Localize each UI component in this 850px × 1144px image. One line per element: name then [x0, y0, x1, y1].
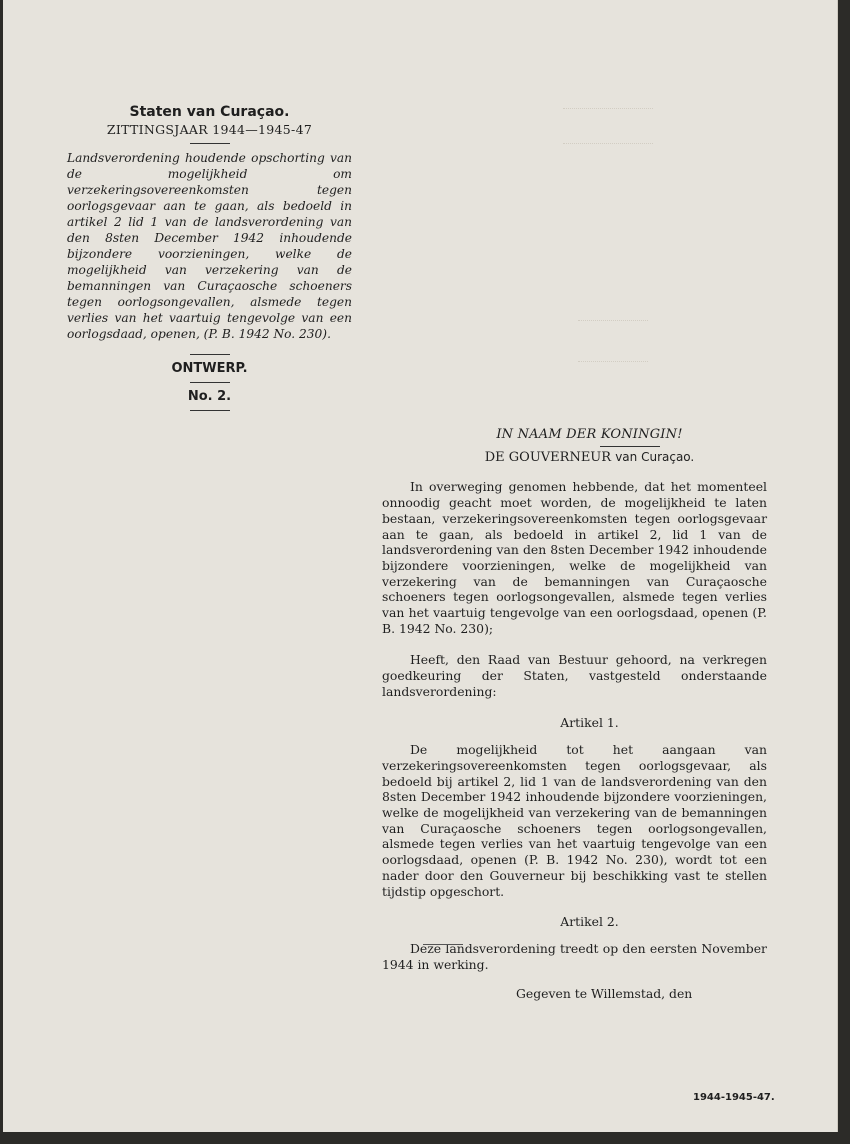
enactment-clause: Heeft, den Raad van Bestuur gehoord, na verkregen goedkeuring der Staten, vastgesteld onderstaande landsverordening: — [382, 652, 767, 699]
document-code: 1944-1945-47. — [693, 1092, 775, 1103]
article-1-text: De mogelijkheid tot het aangaan van verzekeringsovereenkomsten tegen oorlogsgevaar, als bedoeld bij artikel 2, lid 1 van de landsverordening van den 8sten December 1942 inhoudende bijzondere voorzieningen, welke de mogelijkheid van verzekering van de bemanningen van Curaçaosche schoeners tegen oorlogsongevallen, alsmede tegen verlies van het vaartuig tengevolge van een oorlogsdaad, openen (P. B. 1942 No. 230), wordt tot een nader door den Gouverneur bij beschikking vast te stellen tijdstip opgeschort. — [382, 742, 767, 899]
parliament-title: Staten van Curaçao. — [129, 104, 290, 120]
document-page — [3, 0, 838, 1132]
decree-heading: IN NAAM DER KONINGIN! — [496, 427, 683, 442]
article-2-text: Deze landsverordening treedt op den eersten November 1944 in werking. — [382, 940, 767, 972]
gouverneur-line — [412, 450, 767, 466]
article-1-heading: Artikel 1. — [560, 714, 619, 730]
show-through-marks — [578, 320, 648, 362]
bill-header — [67, 104, 352, 417]
gouverneur-rest: van Curaçao. — [615, 449, 695, 464]
draft-number: No. 2. — [187, 389, 232, 404]
draft-label: ONTWERP. — [171, 361, 248, 376]
divider — [190, 382, 230, 383]
gouverneur-caps: DE GOUVERNEUR — [484, 449, 612, 465]
divider — [600, 446, 660, 447]
closing-formula: Gegeven te Willemstad, den — [516, 986, 693, 1002]
article-2-heading: Artikel 2. — [560, 914, 619, 930]
divider — [190, 143, 230, 144]
decree-body — [382, 427, 767, 1002]
preamble: In overweging genomen hebbende, dat het momenteel onnoodig geacht moet worden, de mogelijkheid te laten bestaan, verzekeringsovereenkomsten tegen oorlogsgevaar aan te gaan, als bedoeld in artikel 2, lid 1 van de landsverordening van den 8sten December 1942 inhoudende bijzondere voorzieningen, welke de mogelijkheid van verzekering van de bemanningen van Curaçaosche schoeners tegen oorlogsongevallen, alsmede tegen verlies van het vaartuig tengevolge van een oorlogsdaad, openen (P. B. 1942 No. 230); — [382, 479, 767, 636]
bill-title: Landsverordening houdende opschorting van de mogelijkheid om verzekeringsovereenkomsten tegen oorlogsgevaar aan te gaan, als bedoeld in artikel 2 lid 1 van de landsverordening van den 8sten December 1942 inhoudende bijzondere voorzieningen, welke de mogelijkheid van verzekering van de bemanningen van Curaçaosche schoeners tegen oorlogsongevallen, alsmede tegen verlies van het vaartuig tengevolge van een oorlogsdaad, openen, (P. B. 1942 No. 230). — [67, 151, 352, 341]
signature-dash — [423, 944, 463, 945]
session-year: ZITTINGSJAAR 1944—1945-47 — [106, 122, 313, 137]
divider — [190, 410, 230, 411]
divider — [190, 354, 230, 355]
show-through-marks — [563, 108, 653, 144]
